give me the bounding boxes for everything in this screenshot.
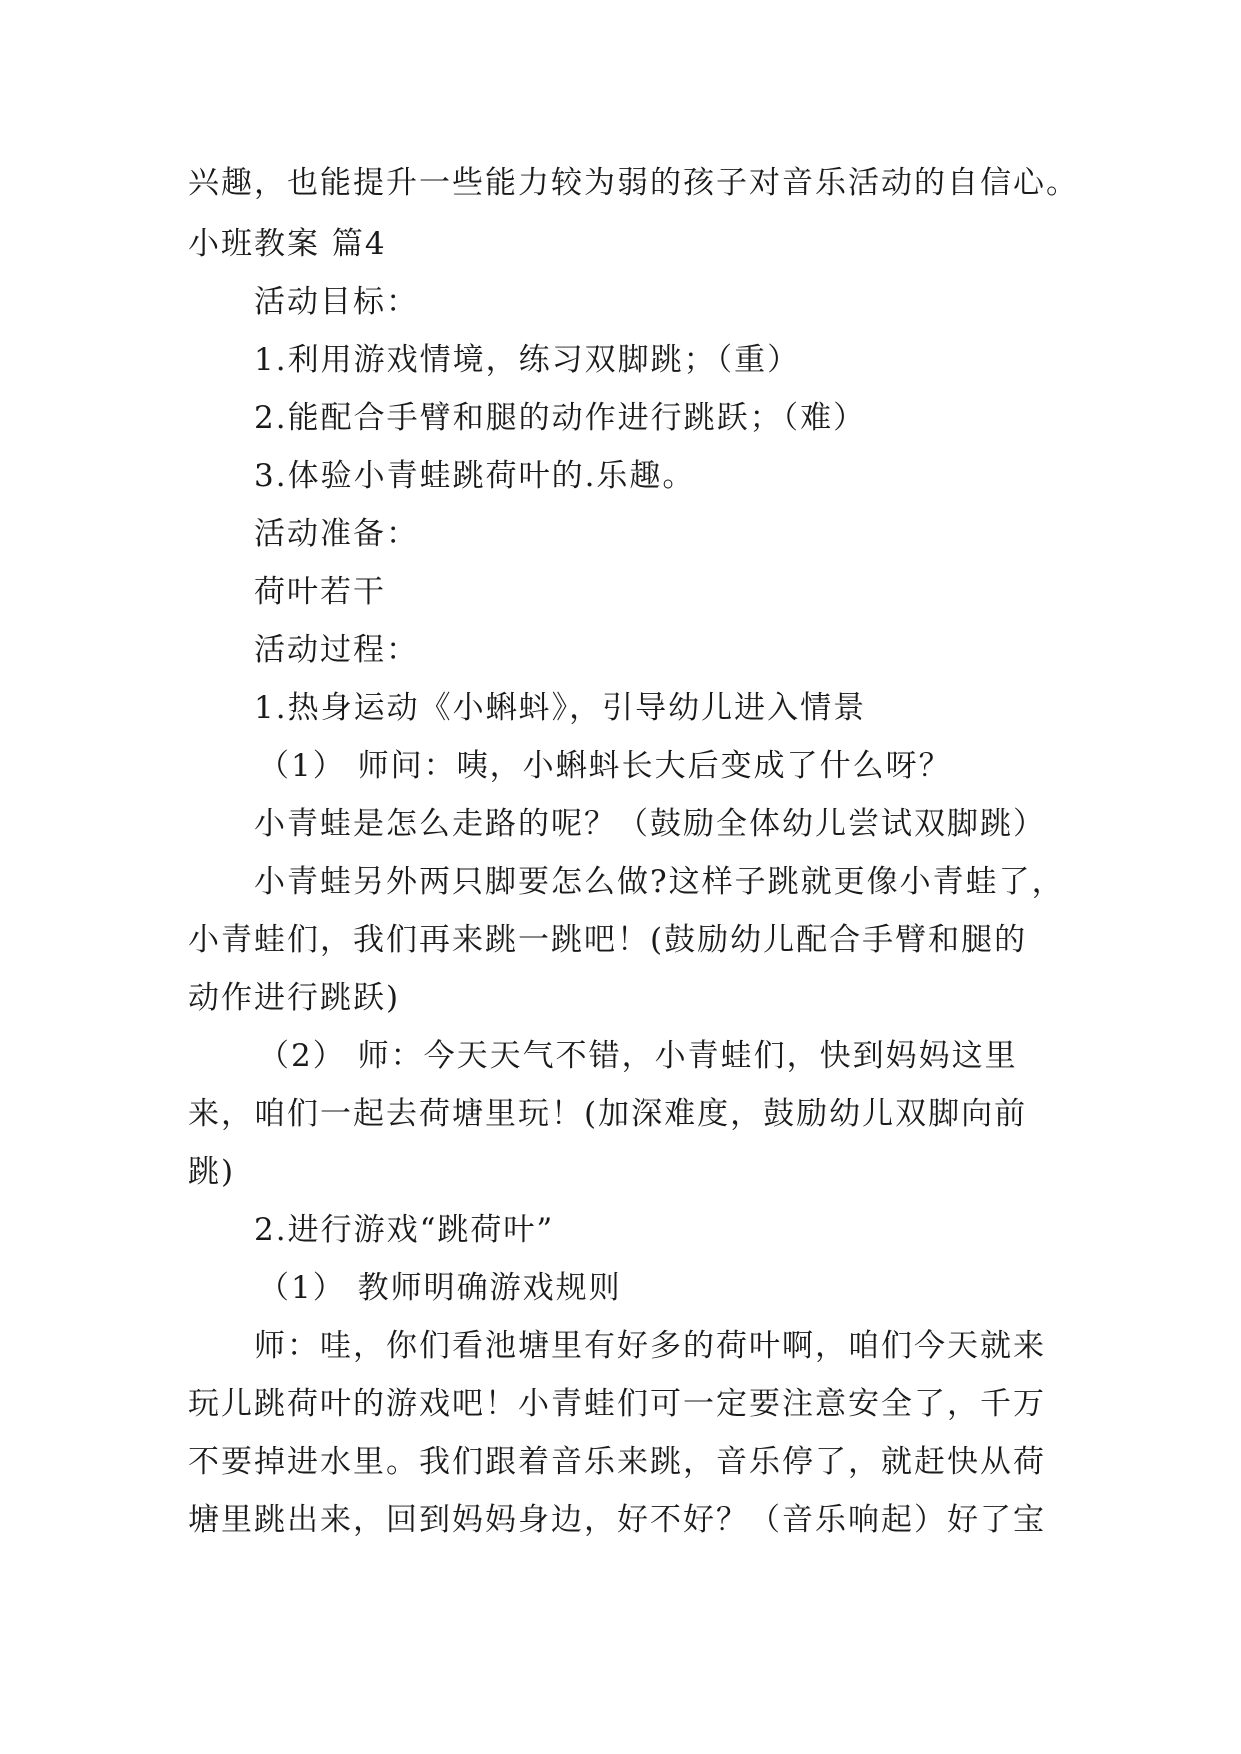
paragraph-line: 小青蛙另外两只脚要怎么做?这样子跳就更像小青蛙了，	[254, 864, 1065, 900]
paragraph-line: 来，咱们一起去荷塘里玩！(加深难度，鼓励幼儿双脚向前	[188, 1096, 1028, 1132]
section-heading: 小班教案 篇4	[188, 226, 387, 262]
paragraph-line: 跳)	[188, 1154, 236, 1190]
paragraph-line: 3.体验小青蛙跳荷叶的.乐趣。	[254, 458, 696, 494]
paragraph-line: 师：哇，你们看池塘里有好多的荷叶啊，咱们今天就来	[254, 1328, 1046, 1364]
paragraph-line: （2） 师：今天天气不错，小青蛙们，快到妈妈这里	[258, 1038, 1018, 1074]
paragraph-line: 2.能配合手臂和腿的动作进行跳跃；（难）	[254, 400, 867, 436]
paragraph-line: 活动过程：	[254, 632, 419, 668]
paragraph-line: 活动目标：	[254, 284, 419, 320]
paragraph-line: 小青蛙是怎么走路的呢？（鼓励全体幼儿尝试双脚跳）	[254, 806, 1046, 842]
paragraph-line: 兴趣，也能提升一些能力较为弱的孩子对音乐活动的自信心。	[188, 165, 1079, 201]
paragraph-line: 玩儿跳荷叶的游戏吧！小青蛙们可一定要注意安全了，千万	[188, 1386, 1046, 1422]
paragraph-line: 2.进行游戏“跳荷叶”	[254, 1212, 555, 1248]
paragraph-line: 小青蛙们，我们再来跳一跳吧！(鼓励幼儿配合手臂和腿的	[188, 922, 1028, 958]
paragraph-line: 1.利用游戏情境，练习双脚跳；（重）	[254, 342, 801, 378]
paragraph-line: 活动准备：	[254, 516, 419, 552]
paragraph-line: 动作进行跳跃)	[188, 980, 401, 1016]
paragraph-line: 荷叶若干	[254, 574, 386, 610]
paragraph-line: 不要掉进水里。我们跟着音乐来跳，音乐停了，就赶快从荷	[188, 1444, 1046, 1480]
paragraph-line: （1） 师问：咦，小蝌蚪长大后变成了什么呀？	[258, 748, 952, 784]
paragraph-line: 1.热身运动《小蝌蚪》，引导幼儿进入情景	[254, 690, 867, 726]
paragraph-line: 塘里跳出来，回到妈妈身边，好不好？（音乐响起）好了宝	[188, 1502, 1046, 1538]
paragraph-line: （1） 教师明确游戏规则	[258, 1270, 622, 1306]
